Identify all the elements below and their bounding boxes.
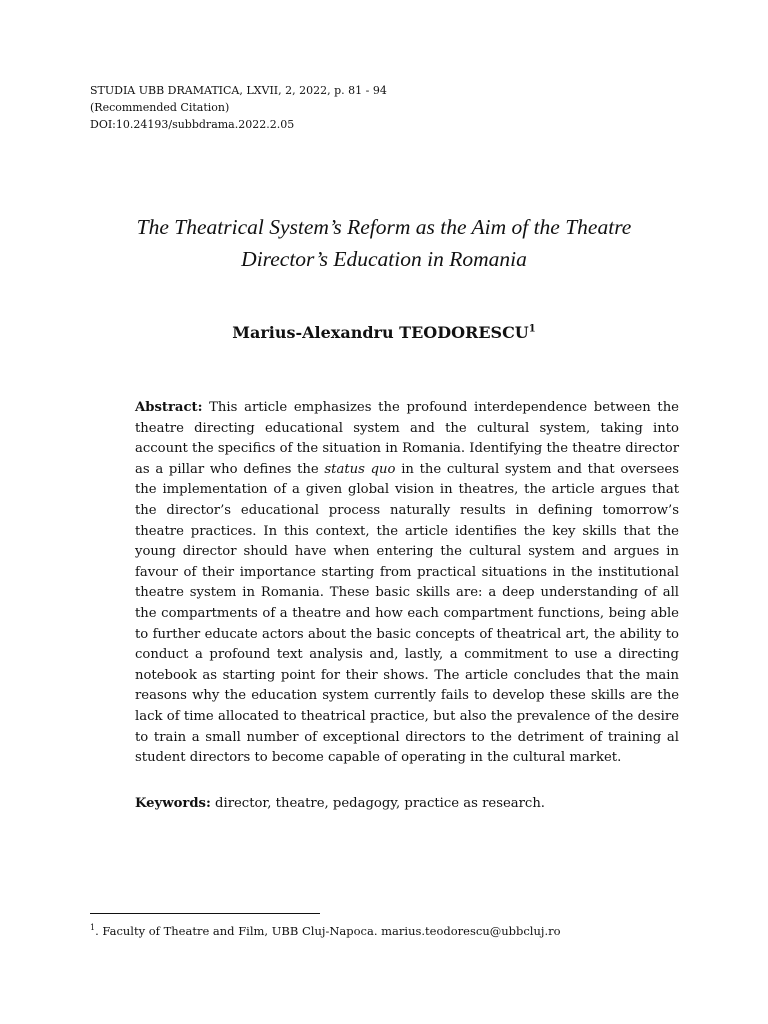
doi: DOI:10.24193/subbdrama.2022.2.05 <box>90 118 295 131</box>
abstract <box>135 398 679 769</box>
journal-header <box>90 82 387 133</box>
abstract-label: Abstract: <box>135 400 203 415</box>
footnote-mark: 1 <box>90 923 96 933</box>
author-name: Marius-Alexandru TEODORESCU <box>232 323 529 342</box>
keywords <box>135 794 679 815</box>
keywords-text: director, theatre, pedagogy, practice as research. <box>210 796 546 811</box>
author-footnote-mark: 1 <box>528 323 536 335</box>
footnote <box>90 922 561 940</box>
article-title <box>90 211 678 275</box>
article-title-line-1: The Theatrical System’s Reform as the Aim of the Theatre <box>136 215 632 239</box>
footnote-text: . Faculty of Theatre and Film, UBB Cluj-Napoca. marius.teodorescu@ubbcluj.ro <box>95 924 561 938</box>
abstract-text-part-1: This article emphasizes the profound interdependence between the theatre directing educational system and the cultural system, taking into account the specifics of the situation in Romania. Identifying the theatre director as a pillar who defines the <box>135 400 679 477</box>
recommended-citation-note: (Recommended Citation) <box>90 101 230 114</box>
article-title-line-2: Director’s Education in Romania <box>241 247 527 271</box>
footnote-divider <box>90 913 320 914</box>
author-line <box>90 321 678 345</box>
keywords-label: Keywords: <box>135 796 211 811</box>
abstract-emphasis: status quo <box>324 461 396 477</box>
journal-citation: STUDIA UBB DRAMATICA, LXVII, 2, 2022, p. 81 - 94 <box>90 84 387 97</box>
abstract-text-part-2: in the cultural system and that oversees the implementation of a given global vision in theatres, the article argues that the director’s educational process naturally results in defining tomorrow’s theatre practices. In this context, the article identifies the key skills that the young director should have when entering the cultural system and argues in favour of their importance starting from practical situations in the institutional theatre system in Romania. These basic skills are: a deep understanding of all the compartments of a theatre and how each compartment functions, being able to further educate actors about the basic concepts of theatrical art, the ability to conduct a profound text analysis and, lastly, a commitment to use a directing notebook as starting point for their shows. The article concludes that the main reasons why the education system currently fails to develop these skills are the lack of time allocated to theatrical practice, but also the prevalence of the desire to train a small number of exceptional directors to the detriment of training al student directors to become capable of operating in the cultural market. <box>135 461 679 766</box>
